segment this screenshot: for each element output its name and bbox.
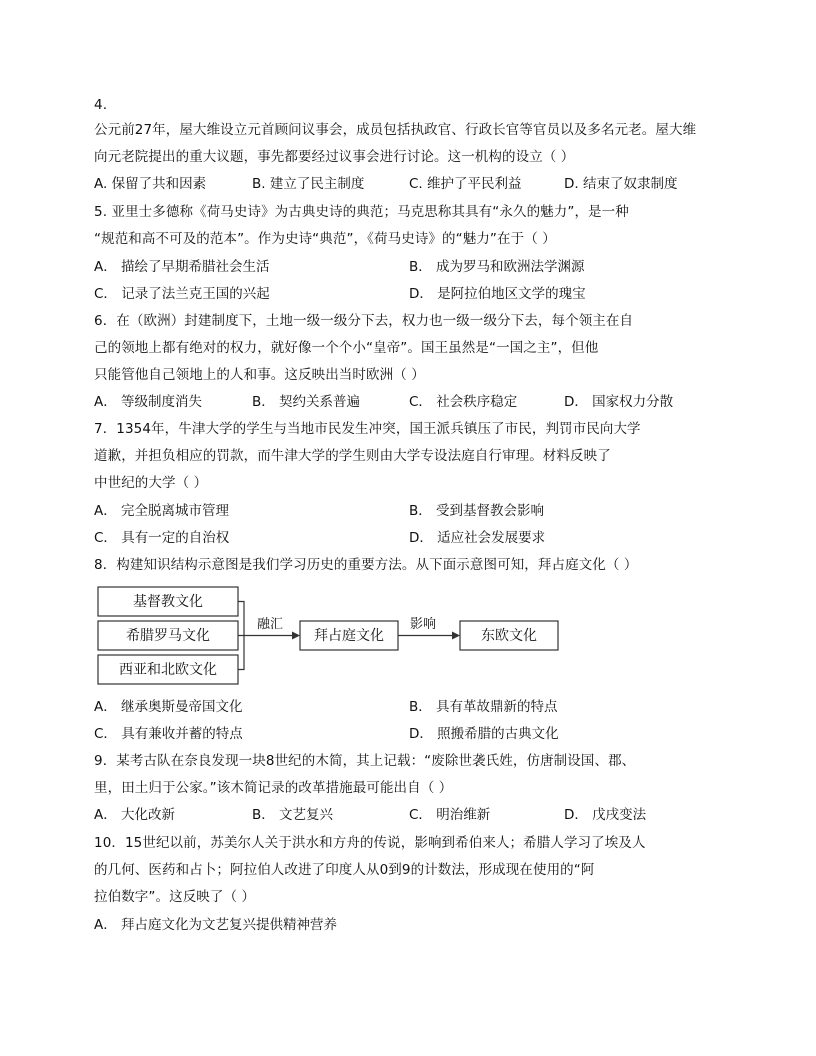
option-c[interactable]: C. 维护了平民利益: [409, 176, 522, 192]
influence-label: 影响: [409, 617, 437, 632]
question-text-line: 拉伯数字”。这反映了（ ）: [94, 889, 256, 905]
question-text-line: 公元前27年，屋大维设立元首顾问议事会，成员包括执政官、行政长官等官员以及多名元老。屋大维: [94, 122, 697, 138]
option-a[interactable]: A． 描绘了早期希腊社会生活: [94, 259, 270, 275]
option-c[interactable]: C． 记录了法兰克王国的兴起: [94, 286, 270, 302]
option-d[interactable]: D． 戊戌变法: [564, 807, 647, 823]
option-b[interactable]: B． 文艺复兴: [252, 807, 334, 823]
knowledge-structure-diagram: [94, 584, 564, 688]
arrow-head: [452, 632, 460, 640]
question-text-line: 的几何、医药和占卜；阿拉伯人改进了印度人从0到9的计数法，形成现在使用的“阿: [94, 862, 595, 878]
option-c[interactable]: C． 明治维新: [409, 807, 491, 823]
middle-label: 拜占庭文化: [314, 628, 384, 644]
question-text-line: 中世纪的大学（ ）: [94, 475, 208, 491]
option-b[interactable]: B． 受到基督教会影响: [409, 503, 545, 519]
option-d[interactable]: D． 照搬希腊的古典文化: [409, 726, 559, 742]
option-a[interactable]: A． 大化改新: [94, 807, 176, 823]
option-a[interactable]: A． 拜占庭文化为文艺复兴提供精神营养: [94, 917, 338, 933]
question-text-line: 10．15世纪以前，苏美尔人关于洪水和方舟的传说，影响到希伯来人；希腊人学习了埃及人: [94, 835, 646, 851]
question-text-line: “规范和高不可及的范本”。作为史诗“典范”，《荷马史诗》的“魅力”在于（ ）: [94, 231, 556, 247]
target-label: 东欧文化: [481, 628, 537, 644]
option-b[interactable]: B． 具有革故鼎新的特点: [409, 699, 558, 715]
question-text-line: 己的领地上都有绝对的权力，就好像一个个小“皇帝”。国王虽然是“一国之主”，但他: [94, 340, 599, 356]
option-a[interactable]: A. 保留了共和因素: [94, 176, 207, 192]
arrow-head: [292, 632, 300, 640]
option-c[interactable]: C． 社会秩序稳定: [409, 394, 518, 410]
merge-label: 融汇: [256, 617, 284, 632]
option-c[interactable]: C． 具有一定的自治权: [94, 530, 230, 546]
option-b[interactable]: B. 建立了民主制度: [252, 176, 365, 192]
option-d[interactable]: D． 适应社会发展要求: [409, 530, 546, 546]
source-label: 西亚和北欧文化: [119, 662, 217, 678]
question-text-line: 里，田土归于公家。”该木简记录的改革措施最可能出自（ ）: [94, 780, 453, 796]
source-label: 希腊罗马文化: [126, 628, 210, 644]
source-label: 基督教文化: [133, 594, 203, 610]
question-text-line: 道歉，并担负相应的罚款，而牛津大学的学生则由大学专设法庭自行审理。材料反映了: [94, 448, 611, 464]
option-b[interactable]: B． 契约关系普遍: [252, 394, 361, 410]
option-c[interactable]: C． 具有兼收并蓄的特点: [94, 726, 243, 742]
question-number: 4.: [94, 97, 108, 113]
question-text-line: 8．构建知识结构示意图是我们学习历史的重要方法。从下面示意图可知，拜占庭文化（ ）: [94, 557, 638, 573]
option-d[interactable]: D． 国家权力分散: [564, 394, 674, 410]
option-a[interactable]: A． 继承奥斯曼帝国文化: [94, 699, 243, 715]
question-text-line: 9．某考古队在奈良发现一块8世纪的木简，其上记载：“废除世袭氏姓，仿唐制设国、郡、: [94, 753, 636, 769]
option-a[interactable]: A． 等级制度消失: [94, 394, 203, 410]
option-a[interactable]: A． 完全脱离城市管理: [94, 503, 230, 519]
option-b[interactable]: B． 成为罗马和欧洲法学渊源: [409, 259, 585, 275]
option-d[interactable]: D． 是阿拉伯地区文学的瑰宝: [409, 286, 586, 302]
question-text-line: 5. 亚里士多德称《荷马史诗》为古典史诗的典范；马克思称其具有“永久的魅力”，是一种: [94, 204, 629, 220]
question-text-line: 7．1354年，牛津大学的学生与当地市民发生冲突，国王派兵镇压了市民，判罚市民向大学: [94, 421, 641, 437]
question-text-line: 只能管他自己领地上的人和事。这反映出当时欧洲（ ）: [94, 367, 425, 383]
question-text-line: 向元老院提出的重大议题，事先都要经过议事会进行讨论。这一机构的设立（ ）: [94, 149, 575, 165]
question-text-line: 6．在（欧洲）封建制度下，土地一级一级分下去，权力也一级一级分下去，每个领主在自: [94, 313, 634, 329]
option-d[interactable]: D. 结束了奴隶制度: [564, 176, 678, 192]
